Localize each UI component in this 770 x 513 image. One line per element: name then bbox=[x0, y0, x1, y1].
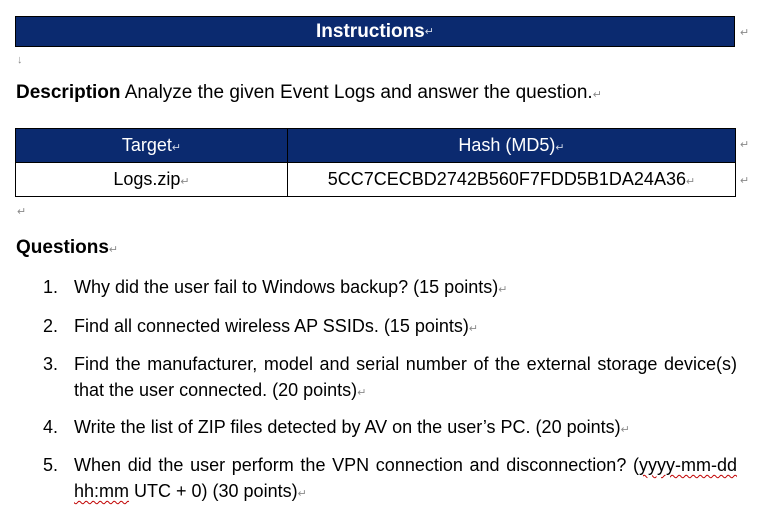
list-item: 4. Write the list of ZIP files detected by AV on the user’s PC. (20 points)↵ bbox=[43, 417, 630, 437]
paragraph-mark-icon: ↵ bbox=[740, 139, 750, 151]
questions-heading: Questions↵ bbox=[16, 237, 119, 258]
description-line bbox=[16, 82, 602, 104]
list-item: 1. Why did the user fail to Windows backup? (15 points)↵ bbox=[43, 277, 508, 297]
target-cell: Logs.zip↵ bbox=[16, 163, 288, 197]
date-format-text: yyyy-mm-dd hh:mm bbox=[74, 455, 737, 501]
hash-table bbox=[15, 128, 736, 197]
paragraph-mark-icon: ↵ bbox=[17, 206, 27, 218]
list-item: 3. Find the manufacturer, model and serial number of the external storage device(s) that the user connected. (20 points)↵ bbox=[43, 354, 737, 400]
hash-column-header: Hash (MD5)↵ bbox=[288, 129, 736, 163]
paragraph-mark-icon: ↵ bbox=[592, 89, 602, 101]
list-item: 5. When did the user perform the VPN connection and disconnection? (yyyy-mm-dd hh:mm UTC + 0) (30 points)↵ bbox=[43, 455, 737, 501]
table-row bbox=[16, 163, 736, 197]
paragraph-mark-icon: ↵ bbox=[424, 26, 434, 38]
paragraph-mark-icon: ↵ bbox=[740, 27, 750, 39]
paragraph-mark-icon: ↵ bbox=[740, 175, 750, 187]
list-item: 2. Find all connected wireless AP SSIDs. (15 points)↵ bbox=[43, 316, 479, 336]
down-arrow-mark-icon: ↓ bbox=[17, 54, 23, 66]
hash-table-header-row bbox=[16, 129, 736, 163]
description-label: Description bbox=[16, 82, 121, 103]
instructions-header bbox=[15, 16, 735, 47]
target-column-header: Target↵ bbox=[16, 129, 288, 163]
hash-cell: 5CC7CECBD2742B560F7FDD5B1DA24A36↵ bbox=[288, 163, 736, 197]
instructions-title: Instructions bbox=[316, 20, 425, 42]
description-text: Analyze the given Event Logs and answer the question. bbox=[120, 82, 593, 103]
